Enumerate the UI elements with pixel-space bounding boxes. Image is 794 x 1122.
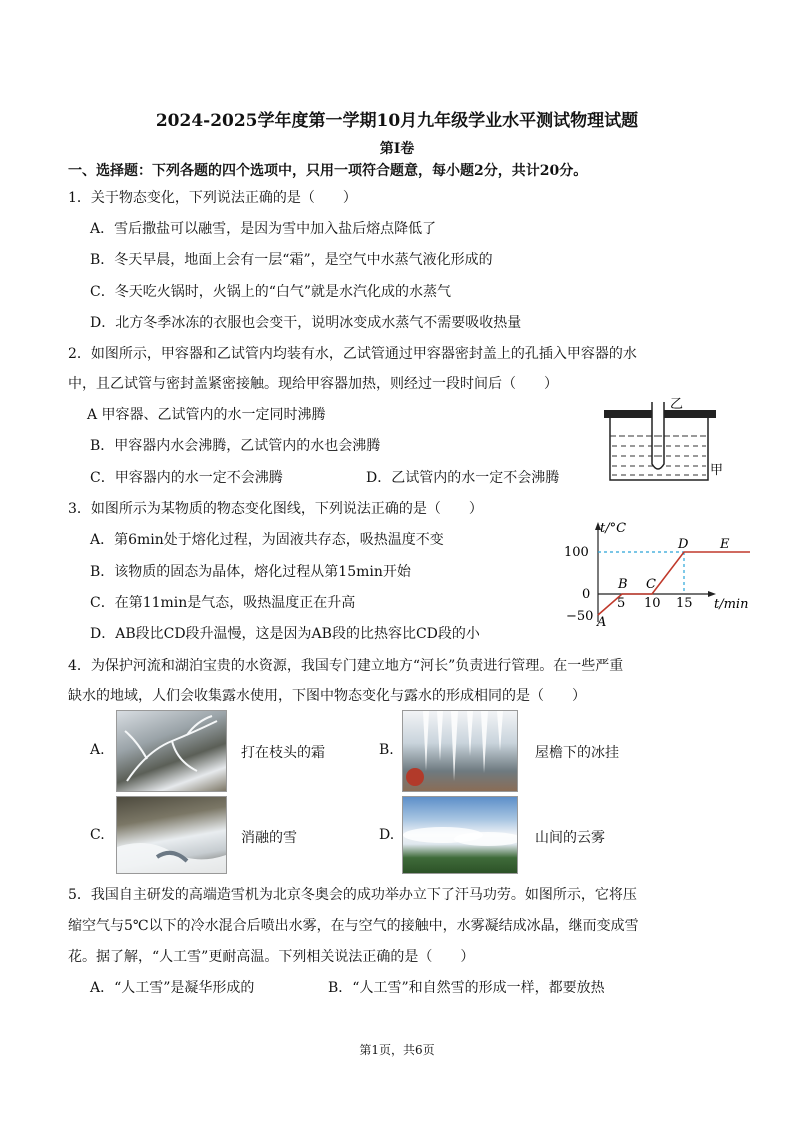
q2-option-c: C．甲容器内的水一定不会沸腾: [90, 470, 283, 486]
photo-icicles-under-eaves: [402, 710, 518, 792]
q1-option-a: A．雪后撒盐可以融雪，是因为雪中加入盐后熔点降低了: [90, 221, 437, 237]
q5-option-b: B．“人工雪”和自然雪的形成一样，都要放热: [328, 980, 605, 996]
section-title: 第Ⅰ卷: [379, 141, 415, 157]
q4-option-a-caption: 打在枝头的霜: [241, 745, 325, 761]
page-title: 2024-2025学年度第一学期10月九年级学业水平测试物理试题: [155, 111, 639, 131]
photo-melting-snow: [116, 796, 227, 874]
point-c: C: [646, 577, 656, 592]
label-jia: 甲: [710, 463, 724, 478]
part1-header: 一、选择题：下列各题的四个选项中，只用一项符合题意，每小题2分，共计20分。: [68, 163, 588, 179]
q2-stem-line2: 中，且乙试管与密封盖紧密接触。现给甲容器加热，则经过一段时间后（ ）: [68, 376, 558, 392]
q4-option-b-letter: B.: [379, 742, 394, 758]
point-d: D: [678, 537, 689, 552]
label-yi: 乙: [670, 397, 684, 412]
q1-option-d: D．北方冬季冰冻的衣服也会变干，说明冰变成水蒸气不需要吸收热量: [90, 315, 522, 331]
q3-option-b: B．该物质的固态为晶体，熔化过程从第15min开始: [90, 564, 411, 580]
q1-option-b: B．冬天早晨，地面上会有一层“霜”，是空气中水蒸气液化形成的: [90, 252, 493, 268]
q2-option-b: B．甲容器内水会沸腾，乙试管内的水也会沸腾: [90, 438, 381, 454]
q3-option-c: C．在第11min是气态，吸热温度正在升高: [90, 595, 356, 611]
q5-option-a: A．“人工雪”是凝华形成的: [90, 980, 255, 996]
photo-mountain-fog: [402, 796, 518, 874]
y-tick-neg50: −50: [566, 609, 594, 624]
q4-option-a-letter: A.: [90, 742, 105, 758]
x-tick-10: 10: [644, 596, 661, 611]
point-a: A: [597, 615, 607, 630]
q2-option-d: D．乙试管内的水一定不会沸腾: [366, 470, 560, 486]
q5-stem-line1: 5．我国自主研发的高端造雪机为北京冬奥会的成功举办立下了汗马功劳。如图所示，它将压: [68, 887, 637, 903]
q2-container-figure: [596, 396, 736, 488]
q4-option-b-caption: 屋檐下的冰挂: [535, 745, 619, 761]
x-tick-5: 5: [617, 596, 626, 611]
x-axis-label: t/min: [714, 597, 749, 612]
q3-option-d: D．AB段比CD段升温慢，这是因为AB段的比热容比CD段的小: [90, 626, 480, 642]
point-b: B: [618, 577, 628, 592]
q4-option-d-letter: D.: [379, 827, 395, 843]
page-footer: 第1页，共6页: [359, 1043, 435, 1057]
q4-option-d-caption: 山间的云雾: [535, 830, 605, 846]
y-axis-label: t/°C: [600, 521, 627, 536]
q4-stem-line1: 4．为保护河流和湖泊宝贵的水资源，我国专门建立地方“河长”负责进行管理。在一些严重: [68, 658, 624, 674]
q5-stem-line2: 缩空气与5℃以下的冷水混合后喷出水雾，在与空气的接触中，水雾凝结成冰晶，继而变成雪: [68, 918, 639, 934]
y-tick-100: 100: [564, 545, 589, 560]
q3-option-a: A．第6min处于熔化过程，为固液共存态，吸热温度不变: [90, 532, 444, 548]
y-tick-0: 0: [582, 587, 591, 602]
photo-frost-on-branches: [116, 710, 227, 792]
q3-stem: 3．如图所示为某物质的物态变化图线，下列说法正确的是（ ）: [68, 501, 483, 517]
q4-option-c-letter: C.: [90, 827, 105, 843]
q4-stem-line2: 缺水的地域，人们会收集露水使用，下图中物态变化与露水的形成相同的是（ ）: [68, 688, 586, 704]
q1-option-c: C．冬天吃火锅时，火锅上的“白气”就是水汽化成的水蒸气: [90, 284, 452, 300]
x-tick-15: 15: [676, 596, 693, 611]
q3-temperature-graph: [560, 518, 760, 630]
q4-option-c-caption: 消融的雪: [241, 830, 297, 846]
q1-stem: 1．关于物态变化，下列说法正确的是（ ）: [68, 190, 357, 206]
q2-stem-line1: 2．如图所示，甲容器和乙试管内均装有水，乙试管通过甲容器密封盖上的孔插入甲容器的水: [68, 346, 637, 362]
q2-option-a: A 甲容器、乙试管内的水一定同时沸腾: [87, 407, 326, 423]
q5-stem-line3: 花。据了解，“人工雪”更耐高温。下列相关说法正确的是（ ）: [68, 949, 475, 965]
point-e: E: [720, 537, 730, 552]
